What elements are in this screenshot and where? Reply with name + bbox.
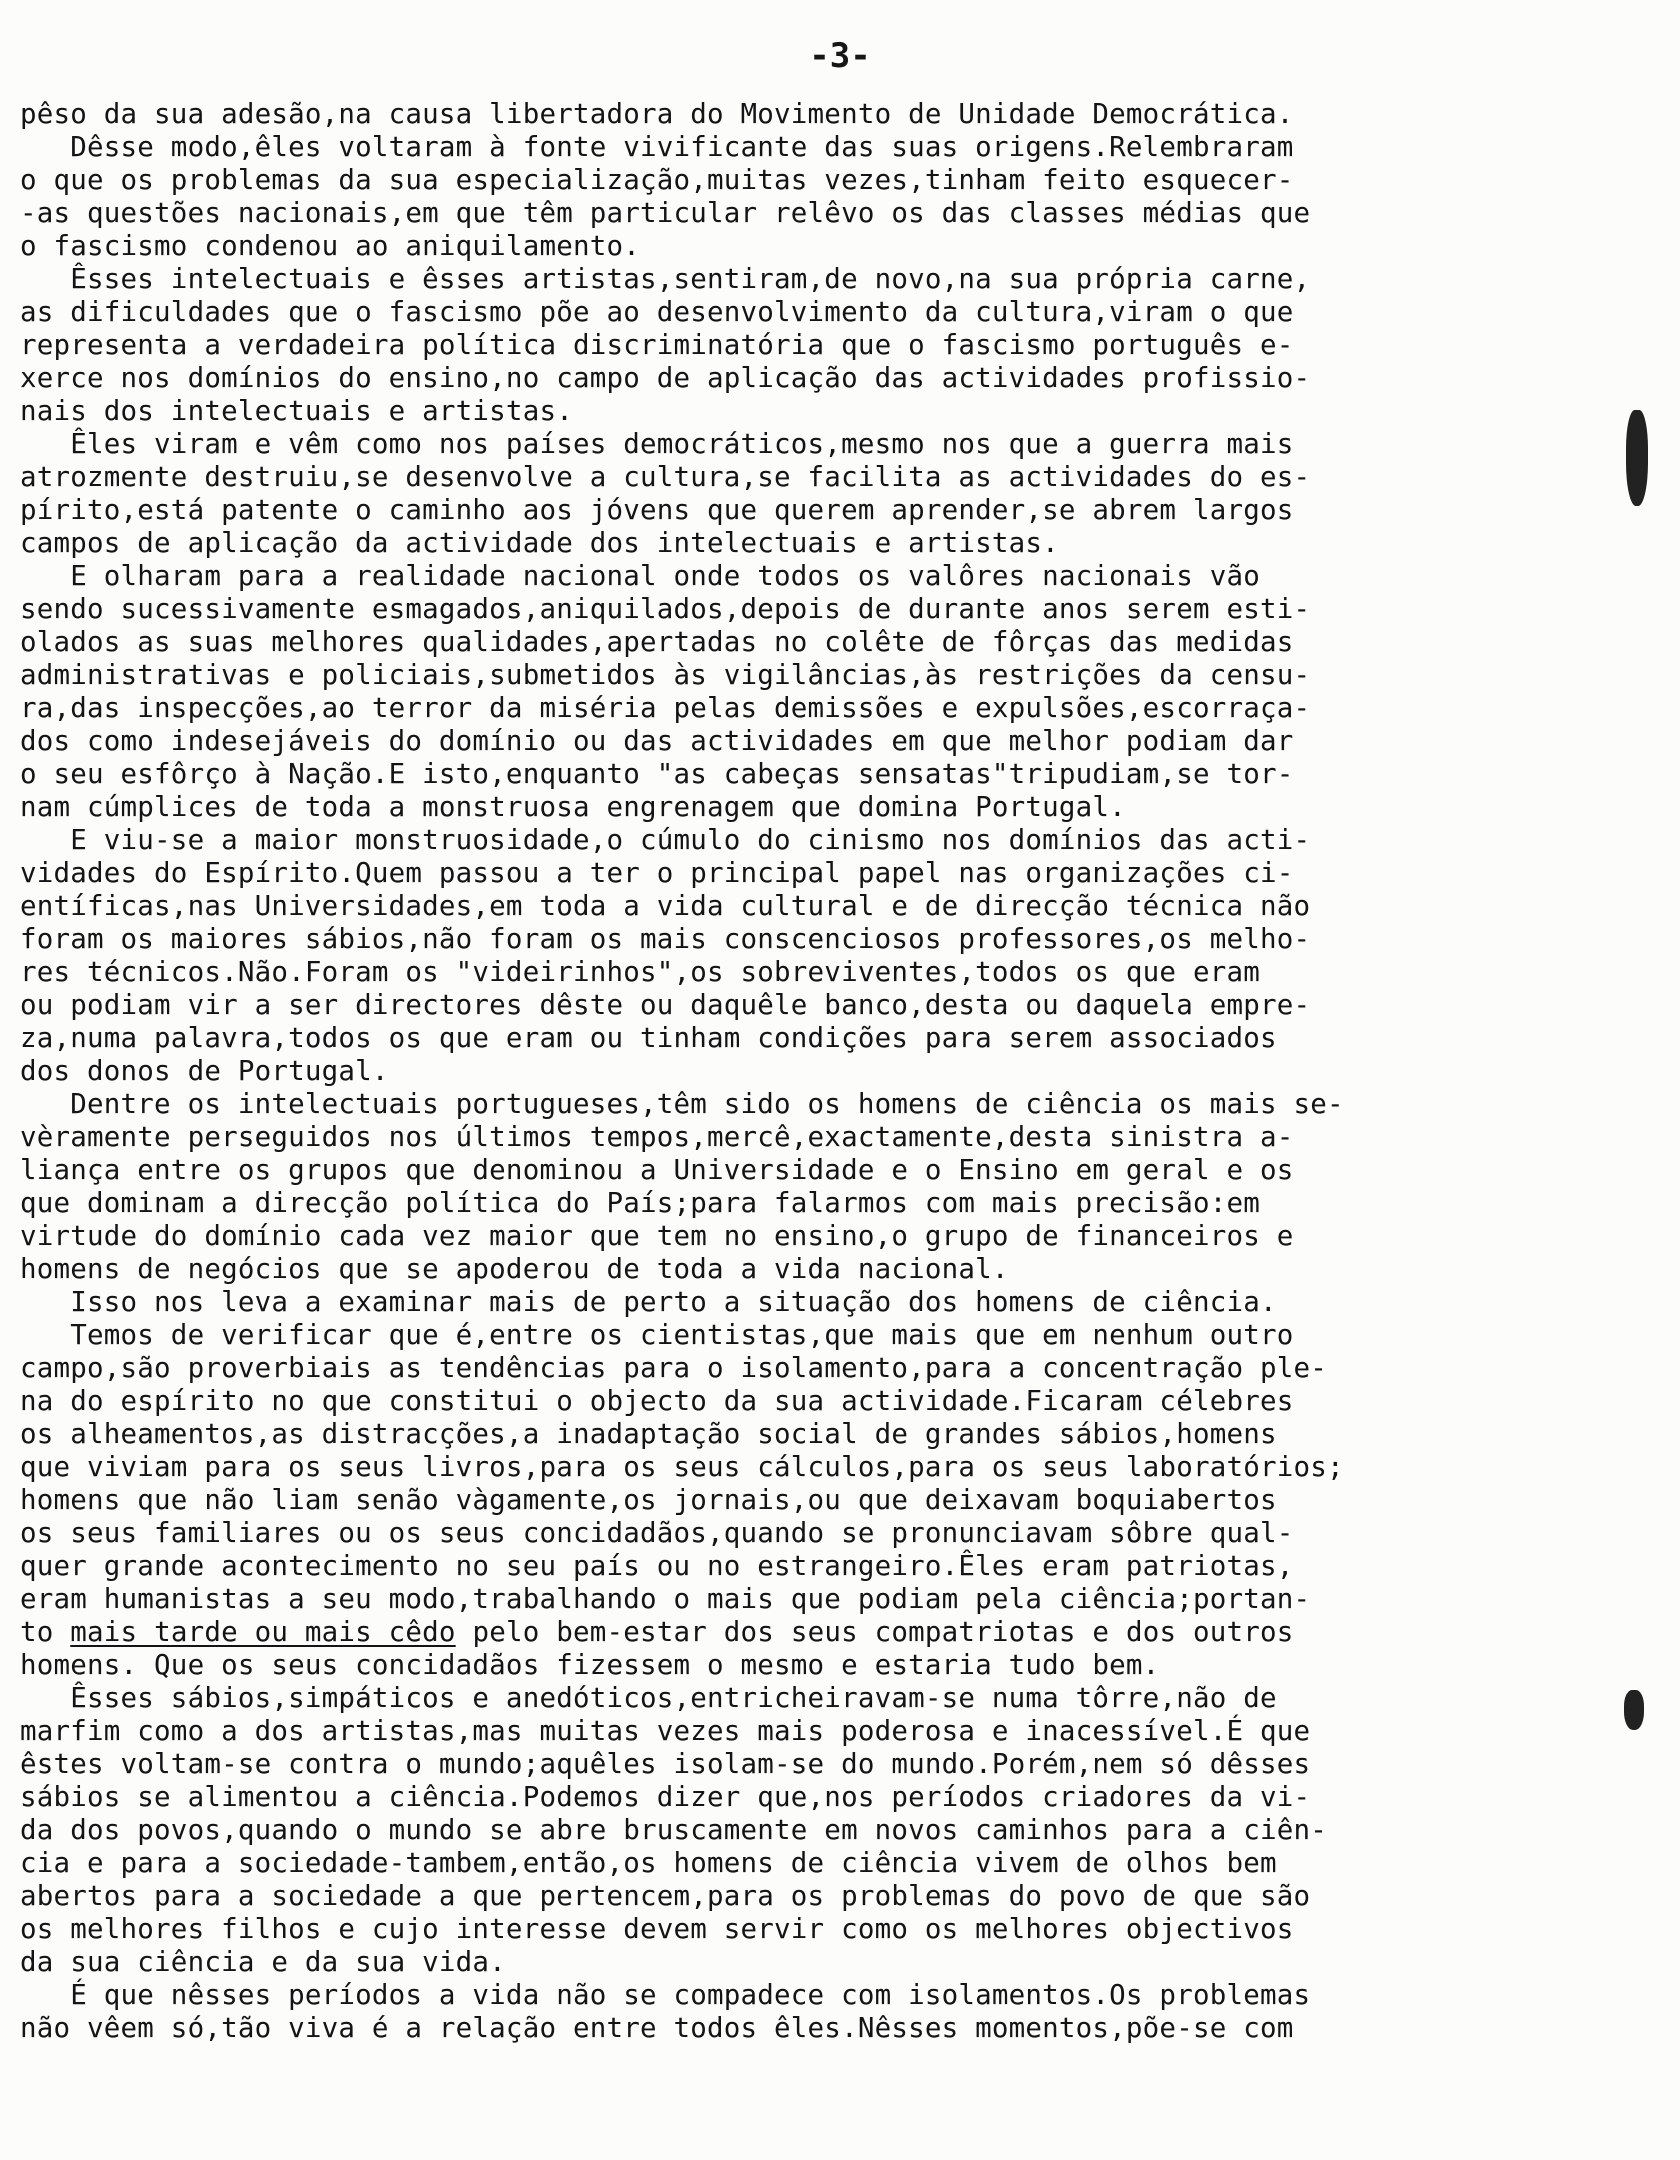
text-line: olados as suas melhores qualidades,apertadas no colête de fôrças das medidas — [20, 626, 1294, 658]
text-line: virtude do domínio cada vez maior que tem no ensino,o grupo de financeiros e — [20, 1220, 1294, 1252]
text-line: não vêem só,tão viva é a relação entre todos êles.Nêsses momentos,põe-se com — [20, 2012, 1294, 2044]
text-line: sendo sucessivamente esmagados,aniquilados,depois de durante anos serem esti- — [20, 593, 1311, 625]
text-line: Dêsse modo,êles voltaram à fonte vivificante das suas origens.Relembraram — [20, 131, 1294, 163]
text-line: cia e para a sociedade-tambem,então,os homens de ciência vivem de olhos bem — [20, 1847, 1277, 1879]
text-line: ra,das inspecções,ao terror da miséria pelas demissões e expulsões,escorraça- — [20, 692, 1311, 724]
text-line: os seus familiares ou os seus concidadãos,quando se pronunciavam sôbre qual- — [20, 1517, 1294, 1549]
text-line: Êsses intelectuais e êsses artistas,sentiram,de novo,na sua própria carne, — [20, 263, 1311, 295]
text-line: homens que não liam senão vàgamente,os jornais,ou que deixavam boquiabertos — [20, 1484, 1277, 1516]
line-suffix: pelo bem-estar dos seus compatriotas e dos outros — [455, 1616, 1294, 1648]
text-line: Temos de verificar que é,entre os cientistas,que mais que em nenhum outro — [20, 1319, 1294, 1351]
text-line: Isso nos leva a examinar mais de perto a situação dos homens de ciência. — [20, 1286, 1277, 1318]
text-line: vidades do Espírito.Quem passou a ter o principal papel nas organizações ci- — [20, 857, 1294, 889]
text-line: sábios se alimentou a ciência.Podemos dizer que,nos períodos criadores da vi- — [20, 1781, 1311, 1813]
text-line: nais dos intelectuais e artistas. — [20, 395, 573, 427]
text-line: Êles viram e vêm como nos países democráticos,mesmo nos que a guerra mais — [20, 428, 1294, 460]
text-line: Êsses sábios,simpáticos e anedóticos,entricheiravam-se numa tôrre,não de — [20, 1682, 1277, 1714]
text-line: da sua ciência e da sua vida. — [20, 1946, 506, 1978]
text-line: representa a verdadeira política discriminatória que o fascismo português e- — [20, 329, 1294, 361]
text-line: dos como indesejáveis do domínio ou das actividades em que melhor podiam dar — [20, 725, 1294, 757]
text-line: pêso da sua adesão,na causa libertadora do Movimento de Unidade Democrática. — [20, 98, 1294, 130]
text-line: nam cúmplices de toda a monstruosa engrenagem que domina Portugal. — [20, 791, 1126, 823]
text-line: Dentre os intelectuais portugueses,têm sido os homens de ciência os mais se- — [20, 1088, 1344, 1120]
text-line: ou podiam vir a ser directores dêste ou daquêle banco,desta ou daquela empre- — [20, 989, 1311, 1021]
text-line: E viu-se a maior monstruosidade,o cúmulo do cinismo nos domínios das acti- — [20, 824, 1311, 856]
text-line: entíficas,nas Universidades,em toda a vida cultural e de direcção técnica não — [20, 890, 1311, 922]
body-text — [20, 98, 1344, 2045]
text-line: pírito,está patente o caminho aos jóvens que querem aprender,se abrem largos — [20, 494, 1294, 526]
ink-blot — [1626, 410, 1648, 506]
text-line: liança entre os grupos que denominou a Universidade e o Ensino em geral e os — [20, 1154, 1294, 1186]
text-line: res técnicos.Não.Foram os "videirinhos",os sobreviventes,todos os que eram — [20, 956, 1260, 988]
text-line: za,numa palavra,todos os que eram ou tinham condições para serem associados — [20, 1022, 1277, 1054]
text-line: xerce nos domínios do ensino,no campo de aplicação das actividades profissio- — [20, 362, 1311, 394]
text-line: os alheamentos,as distracções,a inadaptação social de grandes sábios,homens — [20, 1418, 1277, 1450]
text-line: campo,são proverbiais as tendências para o isolamento,para a concentração ple- — [20, 1352, 1327, 1384]
text-line: atrozmente destruiu,se desenvolve a cultura,se facilita as actividades do es- — [20, 461, 1311, 493]
underlined-phrase: mais tarde ou mais cêdo — [70, 1616, 456, 1648]
text-line: as dificuldades que o fascismo põe ao desenvolvimento da cultura,viram o que — [20, 296, 1294, 328]
text-line: administrativas e policiais,submetidos às vigilâncias,às restrições da censu- — [20, 659, 1311, 691]
text-line: dos donos de Portugal. — [20, 1055, 389, 1087]
text-line: -as questões nacionais,em que têm particular relêvo os das classes médias que — [20, 197, 1311, 229]
text-line: E olharam para a realidade nacional onde todos os valôres nacionais vão — [20, 560, 1260, 592]
text-line: na do espírito no que constitui o objecto da sua actividade.Ficaram célebres — [20, 1385, 1294, 1417]
text-line: que dominam a direcção política do País;para falarmos com mais precisão:em — [20, 1187, 1260, 1219]
text-line: os melhores filhos e cujo interesse devem servir como os melhores objectivos — [20, 1913, 1294, 1945]
text-line: É que nêsses períodos a vida não se compadece com isolamentos.Os problemas — [20, 1979, 1311, 2011]
text-line: marfim como a dos artistas,mas muitas vezes mais poderosa e inacessível.É que — [20, 1715, 1311, 1747]
text-line: o que os problemas da sua especialização,muitas vezes,tinham feito esquecer- — [20, 164, 1294, 196]
text-line: o seu esfôrço à Nação.E isto,enquanto "as cabeças sensatas"tripudiam,se tor- — [20, 758, 1294, 790]
text-line: êstes voltam-se contra o mundo;aquêles isolam-se do mundo.Porém,nem só dêsses — [20, 1748, 1311, 1780]
text-line: abertos para a sociedade a que pertencem,para os problemas do povo de que são — [20, 1880, 1311, 1912]
text-line — [20, 1616, 1344, 1649]
text-line: da dos povos,quando o mundo se abre bruscamente em novos caminhos para a ciên- — [20, 1814, 1327, 1846]
text-line: homens. Que os seus concidadãos fizessem o mesmo e estaria tudo bem. — [20, 1649, 1160, 1681]
text-line: o fascismo condenou ao aniquilamento. — [20, 230, 640, 262]
ink-blot — [1624, 1690, 1644, 1730]
text-line: que viviam para os seus livros,para os seus cálculos,para os seus laboratórios; — [20, 1451, 1344, 1483]
text-line: eram humanistas a seu modo,trabalhando o mais que podiam pela ciência;portan- — [20, 1583, 1311, 1615]
text-line: vèramente perseguidos nos últimos tempos,mercê,exactamente,desta sinistra a- — [20, 1121, 1294, 1153]
text-line: foram os maiores sábios,não foram os mais conscenciosos professores,os melho- — [20, 923, 1311, 955]
text-line: homens de negócios que se apoderou de toda a vida nacional. — [20, 1253, 1009, 1285]
page-number: -3- — [809, 36, 871, 76]
text-line: campos de aplicação da actividade dos intelectuais e artistas. — [20, 527, 1059, 559]
text-line: quer grande acontecimento no seu país ou no estrangeiro.Êles eram patriotas, — [20, 1550, 1294, 1582]
line-prefix: to — [20, 1616, 71, 1648]
